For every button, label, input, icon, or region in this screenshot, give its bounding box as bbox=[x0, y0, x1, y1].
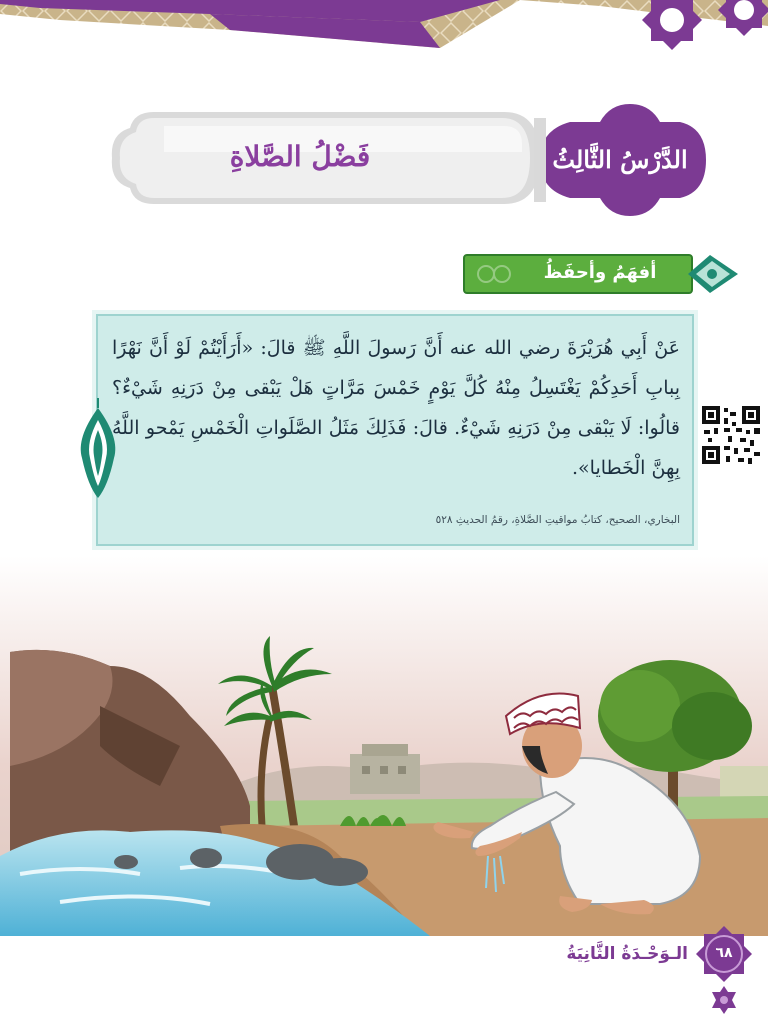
section-label: أفهَمُ وأحفَظُ bbox=[543, 262, 657, 283]
qr-code-icon[interactable] bbox=[700, 404, 762, 466]
star-ornament-icon bbox=[710, 986, 738, 1014]
unit-label: الـوَحْـدَةُ الثَّانِيَةُ bbox=[566, 944, 688, 964]
lesson-number-label: الدَّرْسُ الثَّالِثُ bbox=[552, 145, 688, 174]
ablution-scene-illustration bbox=[0, 556, 768, 936]
top-decorative-banner bbox=[0, 0, 768, 70]
hadith-source: البخاري، الصحيح، كتابُ مواقيتِ الصَّلاةِ، رقمُ الحديثِ ٥٢٨ bbox=[435, 514, 680, 526]
page-number: ٦٨ bbox=[715, 945, 733, 961]
lantern-ornament-icon bbox=[70, 398, 126, 502]
lesson-title: فَضْلُ الصَّلاةِ bbox=[229, 140, 371, 173]
hadith-text: عَنْ أَبِي هُرَيْرَةَ رضي الله عنه أَنَّ رَسولَ اللَّهِ ﷺ قالَ: «أَرَأَيْتُمْ لَوْ أَنَّ نَهْرًا بِبابِ أَحَدِكُمْ يَغْتَسِلُ مِنْهُ كُلَّ يَوْمٍ خَمْسَ مَرَّاتٍ هَلْ يَبْقى مِنْ دَرَنِهِ شَيْءٌ؟ قالُوا: لَا يَبْقى مِنْ دَرَنِهِ شَيْءٌ. قالَ: فَذَلِكَ مَثَلُ الصَّلَواتِ الْخَمْسِ يَمْحو اللَّهُ بِهِنَّ الْخَطايا». bbox=[112, 337, 680, 479]
